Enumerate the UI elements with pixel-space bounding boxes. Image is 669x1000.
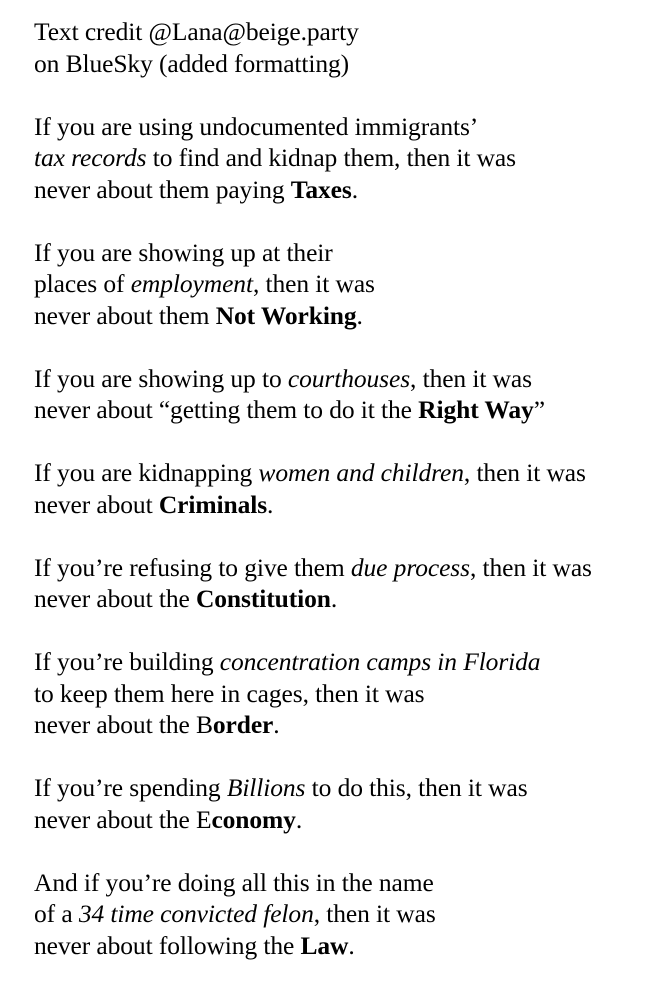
credit-line: Text credit @Lana@beige.party xyxy=(34,17,359,46)
paragraph-line: never about the Constitution. xyxy=(34,584,338,613)
bold-phrase: Right Way xyxy=(418,395,534,424)
paragraph-line: If you are kidnapping women and children, then it was xyxy=(34,458,586,487)
paragraph-line: never about the Economy. xyxy=(34,804,303,834)
constitution-paragraph xyxy=(34,552,664,615)
paragraph-line: never about “getting them to do it the Right Way” xyxy=(34,395,545,424)
paragraph-line: If you’re building concentration camps in Florida xyxy=(34,647,541,676)
paragraph-line: of a 34 time convicted felon, then it was xyxy=(34,899,436,928)
bold-phrase: Not Working xyxy=(215,300,357,330)
paragraph-line: If you’re spending Billions to do this, then it was xyxy=(34,773,528,802)
paragraph-line: places of employment, then it was xyxy=(34,269,375,298)
italic-phrase: due process xyxy=(350,552,470,582)
bold-phrase: Law xyxy=(300,930,349,960)
italic-phrase: courthouses xyxy=(287,363,411,393)
paragraph-line: If you are showing up to courthouses, then it was xyxy=(34,363,532,393)
economy-paragraph xyxy=(34,772,664,835)
paragraph-line: never about Criminals. xyxy=(34,489,274,519)
paragraph-line: never about them paying Taxes. xyxy=(34,174,358,204)
paragraph-line: to keep them here in cages, then it was xyxy=(34,678,425,708)
bold-phrase: Constitution xyxy=(195,584,331,613)
credit-paragraph xyxy=(34,16,664,79)
border-paragraph xyxy=(34,646,664,741)
italic-phrase: women and children xyxy=(258,458,464,487)
criminals-paragraph xyxy=(34,457,664,520)
italic-phrase: 34 time convicted felon xyxy=(78,899,314,928)
italic-phrase: Billions xyxy=(226,773,306,802)
paragraph-line: never about following the Law. xyxy=(34,930,355,960)
paragraph-line: tax records to find and kidnap them, then it was xyxy=(34,143,516,172)
paragraph-line: If you’re refusing to give them due process, then it was xyxy=(34,552,592,582)
bold-phrase: Taxes xyxy=(290,174,352,204)
paragraph-line: never about them Not Working. xyxy=(34,300,363,330)
paragraph-line: If you are using undocumented immigrants’ xyxy=(34,111,479,141)
bold-phrase: order xyxy=(212,710,274,739)
paragraph-line: never about the Border. xyxy=(34,710,280,739)
bold-phrase: conomy xyxy=(211,804,296,834)
italic-phrase: concentration camps in Florida xyxy=(219,647,541,676)
courthouses-paragraph xyxy=(34,363,664,426)
employment-paragraph xyxy=(34,237,664,332)
text-document xyxy=(34,16,664,993)
law-paragraph xyxy=(34,867,664,962)
bold-phrase: Criminals xyxy=(158,489,268,519)
paragraph-line: And if you’re doing all this in the name xyxy=(34,867,434,897)
paragraph-line: If you are showing up at their xyxy=(34,237,333,267)
taxes-paragraph xyxy=(34,111,664,206)
italic-phrase: tax records xyxy=(34,143,147,172)
italic-phrase: employment xyxy=(130,269,253,298)
credit-line: on BlueSky (added formatting) xyxy=(34,48,350,78)
